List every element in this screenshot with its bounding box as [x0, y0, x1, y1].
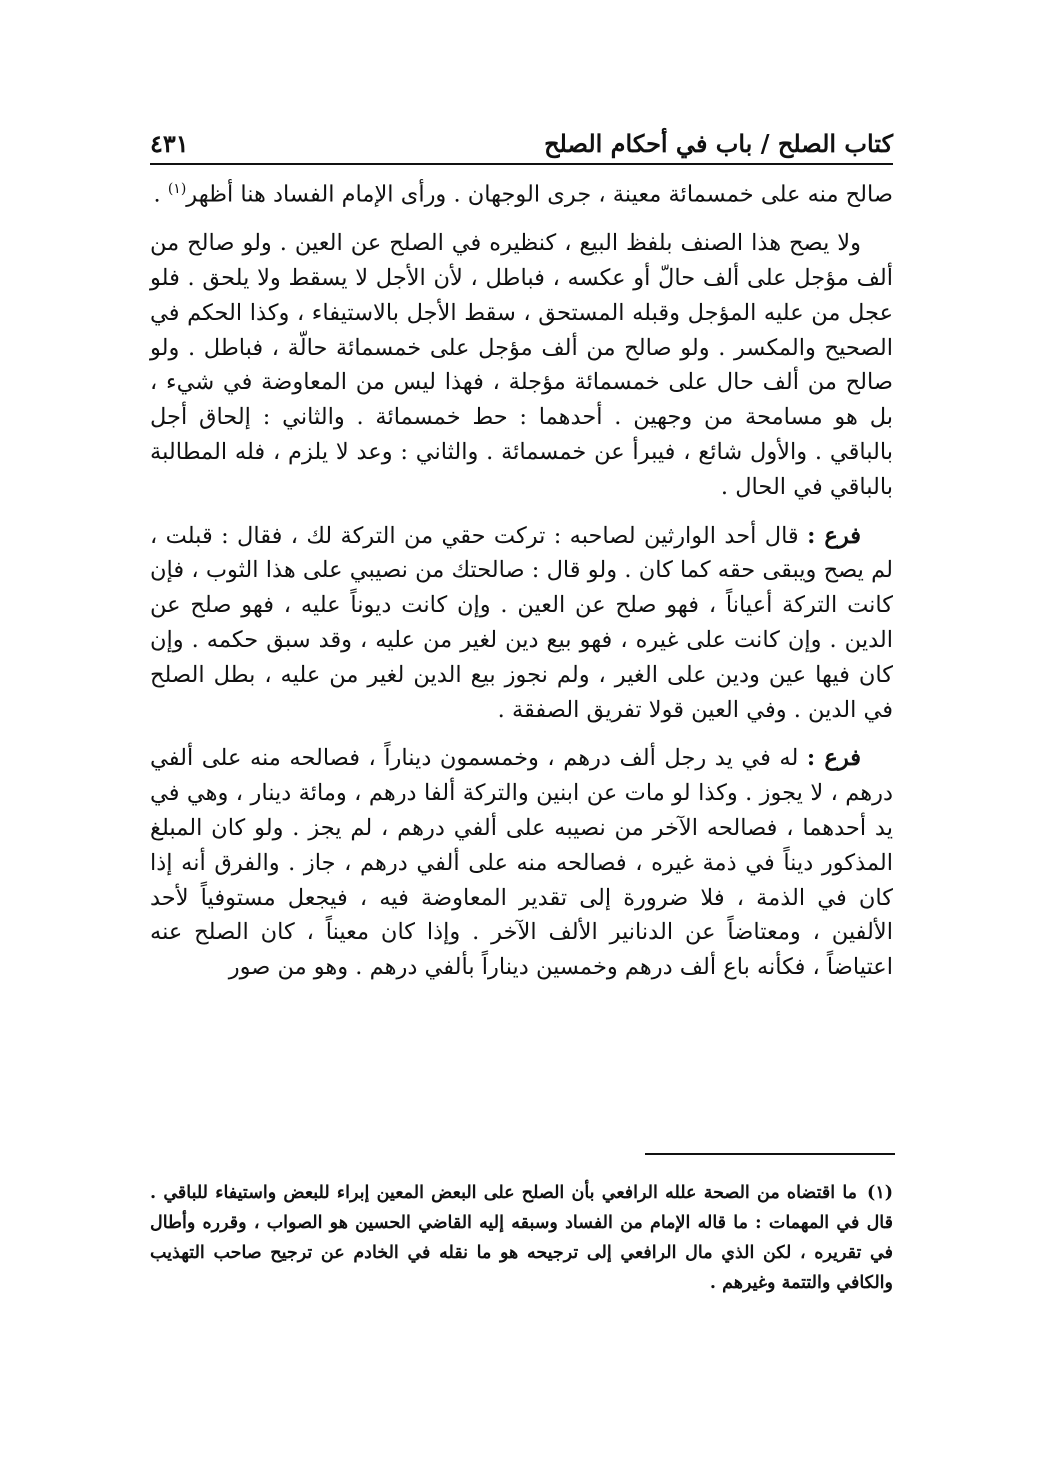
branch-label: فرع :	[806, 745, 862, 772]
footnote-text: ما اقتضاه من الصحة علله الرافعي بأن الصلح على البعض المعين إبراء للبعض واستيفاء للباقي . قال في المهمات : ما قاله الإمام من الفساد وسبقه إليه القاضي الحسين هو الصواب ، وقرره وأطال في تقريره ، لكن الذي مال الرافعي إلى ترجيحه هو ما نقله في الخادم عن ترجيح صاحب التهذيب والكافي والتتمة وغيرهم .	[150, 1183, 893, 1293]
paragraph-2: ولا يصح هذا الصنف بلفظ البيع ، كنظيره في الصلح عن العين . ولو صالح من ألف مؤجل على ألف حالّ أو عكسه ، فباطل ، لأن الأجل لا يسقط ولا يلحق . فلو عجل من عليه المؤجل وقبله المستحق ، سقط الأجل بالاستيفاء ، وكذا الحكم في الصحيح والمكسر . ولو صالح من ألف مؤجل على خمسمائة حالّة ، فباطل . ولو صالح من ألف حال على خمسمائة مؤجلة ، فهذا ليس من المعاوضة في شيء ، بل هو مسامحة من وجهين . أحدهما : حط خمسمائة . والثاني : إلحاق أجل بالباقي . والأول شائع ، فيبرأ عن خمسمائة . والثاني : وعد لا يلزم ، فله المطالبة بالباقي في الحال .	[150, 230, 893, 500]
footnote	[150, 1178, 893, 1298]
header-title: كتاب الصلح / باب في أحكام الصلح	[544, 129, 893, 158]
paragraph-1-text: صالح منه على خمسمائة معينة ، جرى الوجهان . ورأى الإمام الفساد هنا أظهر	[186, 181, 893, 208]
footnote-reference: (١)	[167, 181, 187, 197]
paragraph-1	[150, 172, 893, 212]
paragraph-3-text: قال أحد الوارثين لصاحبه : تركت حقي من التركة لك ، فقال : قبلت ، لم يصح ويبقى حقه كما كان . ولو قال : صالحتك من نصيبي على هذا الثوب ، فإن كانت التركة أعياناً ، فهو صلح عن العين . وإن كانت ديوناً عليه ، فهو صلح عن الدين . وإن كانت على غيره ، فهو بيع دين لغير من عليه ، وقد سبق حكمه . وإن كان فيها عين ودين على الغير ، ولم نجوز بيع الدين لغير من عليه ، بطل الصلح في الدين . وفي العين قولا تفريق الصفقة .	[150, 522, 893, 723]
footnote-divider	[645, 1153, 895, 1155]
page-number: ٤٣١	[150, 129, 189, 158]
paragraph-3	[150, 519, 893, 728]
header-divider	[150, 163, 893, 165]
main-text	[150, 172, 893, 985]
paragraph-4-text: له في يد رجل ألف درهم ، وخمسمون ديناراً ، فصالحه منه على ألفي درهم ، لا يجوز . وكذا لو مات عن ابنين والتركة ألفا درهم ، ومائة دينار ، وهي في يد أحدهما ، فصالحه الآخر من نصيبه على ألفي درهم ، لم يجز . ولو كان المبلغ المذكور ديناً في ذمة غيره ، فصالحه منه على ألفي درهم ، جاز . والفرق أنه إذا كان في الذمة ، فلا ضرورة إلى تقدير المعاوضة فيه ، فيجعل مستوفياً لأحد الألفين ، ومعتاضاً عن الدنانير الألف الآخر . وإذا كان معيناً ، كان الصلح عنه اعتياضاً ، فكأنه باع ألف درهم وخمسين ديناراً بألفي درهم . وهو من صور	[150, 745, 893, 981]
paragraph-4	[150, 741, 893, 985]
footnote-number: (١)	[867, 1183, 893, 1203]
branch-label: فرع :	[807, 522, 862, 549]
paragraph-1-end: .	[153, 181, 168, 208]
running-header	[150, 122, 893, 158]
